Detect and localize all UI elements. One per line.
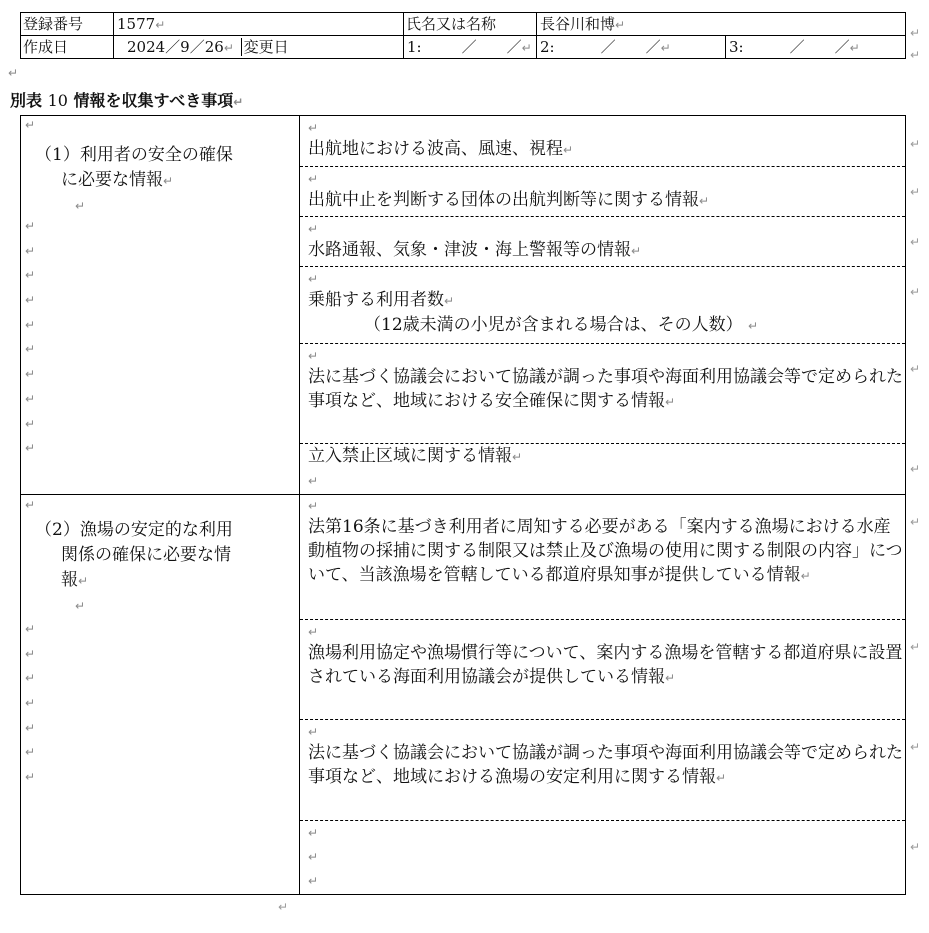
list-item: ↵ 出航地における波高、風速、視程↵ [300,116,905,167]
name-value-cell [537,13,906,36]
paragraph-mark: ↵ [25,441,36,456]
paragraph-mark: ↵ [910,362,921,376]
paragraph-mark: ↵ [25,293,36,308]
info-table [20,115,906,895]
section-fishery-heading-cell [21,494,300,894]
paragraph-mark: ↵ [8,66,19,80]
section-safety [21,116,905,495]
paragraph-mark: ↵ [25,391,36,406]
list-item: ↵ 法に基づく協議会において協議が調った事項や海面利用協議会等で定められた事項など、地域における安全確保に関する情報↵ [300,344,905,444]
registration-label: 登録番号 [21,13,114,36]
change-2-cell [537,36,726,59]
paragraph-mark: ↵ [521,40,532,55]
section-fishery [21,494,905,894]
paragraph-mark: ↵ [25,219,36,233]
registration-value [114,13,404,36]
header-row-1 [21,13,906,36]
change-3-label: 3: [729,37,744,56]
paragraph-mark: ↵ [910,285,921,299]
title-text: 情報を収集すべき事項 [73,91,234,110]
section-safety-heading [35,143,293,219]
name-label: 氏名又は名称 [404,13,537,36]
change-2-date: ／ ／ [600,37,661,56]
change-3-cell [726,36,906,59]
change-1-cell [404,36,537,59]
paragraph-mark: ↵ [75,599,86,613]
section-safety-heading-cell [21,116,300,494]
change-3-date: ／ ／ [789,37,850,56]
table-title [10,88,243,111]
paragraph-mark: ↵ [233,95,244,109]
paragraph-mark: ↵ [910,462,921,476]
registration-number: 1577 [117,14,156,33]
change-1-label: 1: [407,37,422,56]
paragraph-mark: ↵ [910,740,921,754]
paragraph-mark: ↵ [25,317,36,332]
paragraph-mark: ↵ [25,268,36,283]
list-item: ↵ ↵ ↵ [308,826,319,888]
paragraph-mark: ↵ [25,498,36,512]
section-safety-items [300,116,905,494]
paragraph-mark: ↵ [25,342,36,357]
changed-label: 変更日 [241,38,289,56]
list-item: ↵ 出航中止を判断する団体の出航判断等に関する情報↵ [300,167,905,217]
heading-line: （2）漁場の安定的な利用 [35,520,233,540]
heading-line: に必要な情報↵ [61,170,174,190]
paragraph-mark: ↵ [910,640,921,654]
paragraph-mark: ↵ [910,515,921,529]
paragraph-mark: ↵ [25,243,36,258]
heading-line: （1）利用者の安全の確保 [35,145,233,165]
change-1-date: ／ ／ [461,37,522,56]
list-item: ↵ 法第16条に基づき利用者に周知する必要がある「案内する漁場における水産動植物の採捕に関する制限又は禁止及び漁場の使用に関する制限の内容」について、当該漁場を管轄している都道府県知事が提供している情報↵ [300,494,905,620]
left-marks [25,219,35,466]
paragraph-mark: ↵ [910,137,921,151]
list-item: 立入禁止区域に関する情報↵ ↵ [308,446,523,488]
paragraph-mark: ↵ [25,118,36,132]
paragraph-mark: ↵ [910,235,921,249]
section-fishery-heading [35,518,293,619]
paragraph-mark: ↵ [660,40,671,55]
list-item: ↵ 水路通報、気象・津波・海上警報等の情報↵ [300,217,905,267]
paragraph-mark: ↵ [25,416,36,431]
paragraph-mark: ↵ [910,26,921,40]
heading-line: 報↵ [61,570,89,590]
created-date: 2024／9／26 [127,37,224,56]
title-prefix: 別表 [10,91,43,110]
paragraph-mark: ↵ [223,40,234,55]
paragraph-mark: ↵ [910,48,921,62]
list-item: ↵ 漁場利用協定や漁場慣行等について、案内する漁場を管轄する都道府県に設置されている海面利用協議会が提供している情報↵ [300,620,905,720]
name-value: 長谷川和博 [540,14,616,33]
paragraph-mark: ↵ [155,17,166,32]
paragraph-mark: ↵ [910,840,921,854]
paragraph-mark: ↵ [75,199,86,213]
change-2-label: 2: [540,37,555,56]
title-number: 10 [47,91,68,110]
list-item: ↵ 法に基づく協議会において協議が調った事項や海面利用協議会等で定められた事項など、地域における漁場の安定利用に関する情報↵ [300,720,905,821]
left-marks: ↵ ↵ ↵ ↵ ↵ ↵ ↵ [25,622,36,785]
paragraph-mark: ↵ [910,185,921,199]
paragraph-mark: ↵ [25,367,36,382]
paragraph-mark: ↵ [278,900,289,914]
section-fishery-items [300,494,905,894]
paragraph-mark: ↵ [849,40,860,55]
created-label: 作成日 [21,36,114,59]
header-table [20,12,906,59]
created-date-cell [114,36,404,59]
heading-line: 関係の確保に必要な情 [61,545,231,565]
header-row-2 [21,36,906,59]
list-item: ↵ 乗船する利用者数↵ （12歳未満の小児が含まれる場合は、その人数） ↵ [300,267,905,344]
paragraph-mark: ↵ [615,17,626,32]
